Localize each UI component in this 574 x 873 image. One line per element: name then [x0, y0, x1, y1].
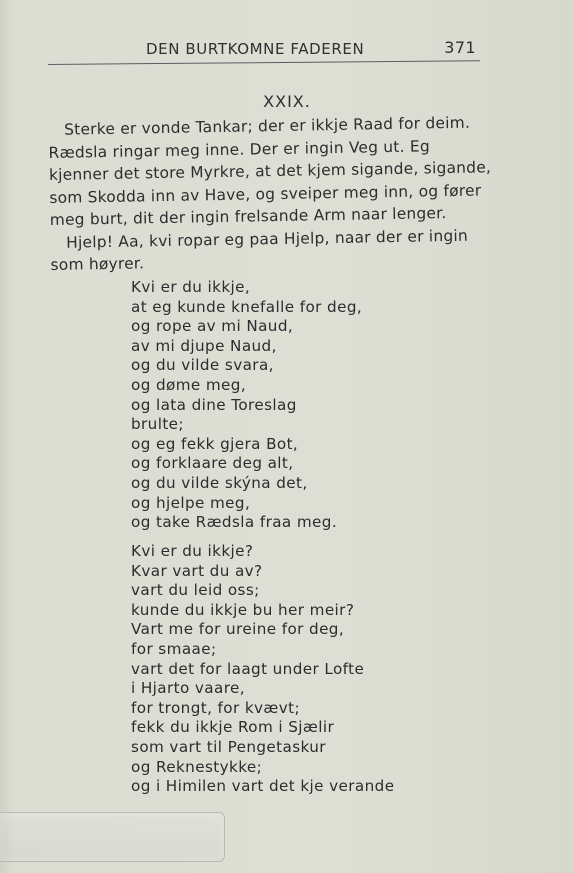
poem-line: av mi djupe Naud,	[131, 336, 277, 355]
poem-line: fekk du ikkje Rom i Sjælir	[131, 718, 335, 737]
page-number: 371	[444, 38, 476, 57]
poem-line: Kvi er du ikkje?	[131, 542, 254, 560]
prose-paragraph-2	[50, 224, 491, 277]
poem-line: vart det for laagt under Lofte	[131, 659, 365, 678]
poem-line: vart du leid oss;	[131, 581, 260, 600]
poem-line: brulte;	[131, 415, 184, 434]
prose-line: meg burt, dit der ingin frelsande Arm naar lenger.	[49, 204, 447, 229]
prose-line: som høyrer.	[50, 254, 145, 274]
prose-line: som Skodda inn av Have, og sveiper meg inn, og fører	[49, 180, 482, 207]
poem-line: og døme meg,	[131, 375, 247, 394]
prose-block	[48, 111, 491, 276]
header-rule	[48, 60, 480, 65]
poem-line: og du vilde svara,	[131, 356, 274, 375]
poem-line: og hjelpe meg,	[131, 493, 251, 512]
poem-line: for trongt, for kvævt;	[131, 698, 301, 717]
poem-line: Vart me for ureine for deg,	[131, 620, 345, 639]
poem-line: kunde du ikkje bu her meir?	[131, 600, 355, 619]
poem-line: og take Rædsla fraa meg.	[131, 513, 338, 532]
prose-line: kjenner det store Myrkre, at det kjem sigande, sigande,	[48, 158, 492, 184]
poem-line: som vart til Pengetaskur	[131, 737, 326, 756]
poem-line: i Hjarto vaare,	[131, 679, 245, 698]
poem-line: Kvar vart du av?	[131, 561, 263, 580]
page-tab-overlay	[0, 812, 225, 862]
poem-line: og i Himilen vart det kje verande	[131, 777, 395, 796]
poem-line: og rope av mi Naud,	[131, 317, 294, 336]
poem-stanza-1	[131, 278, 491, 533]
poem-line: for smaae;	[131, 639, 217, 658]
prose-paragraph-1	[48, 111, 490, 231]
poem-line: og du vilde skýna det,	[131, 473, 308, 492]
poem-line: og Reknestykke;	[131, 757, 263, 776]
poem-line: Kvi er du ikkje,	[131, 278, 251, 296]
poem-stanza-2	[131, 542, 491, 797]
chapter-heading: XXIX.	[263, 92, 311, 111]
poem-line: og lata dine Toreslag	[131, 395, 297, 414]
prose-line: Sterke er vonde Tankar; der er ikkje Raad for deim.	[64, 113, 471, 139]
poem-line: og eg fekk gjera Bot,	[131, 434, 299, 453]
prose-line: Hjelp! Aa, kvi ropar eg paa Hjelp, naar der er ingin	[65, 226, 469, 252]
page-header	[48, 36, 484, 70]
poem-line: at eg kunde knefalle for deg,	[131, 297, 363, 316]
prose-line: Rædsla ringar meg inne. Der er ingin Veg ut. Eg	[48, 136, 431, 162]
poem-line: og forklaare deg alt,	[131, 454, 294, 473]
running-title: DEN BURTKOMNE FADEREN	[146, 40, 365, 58]
